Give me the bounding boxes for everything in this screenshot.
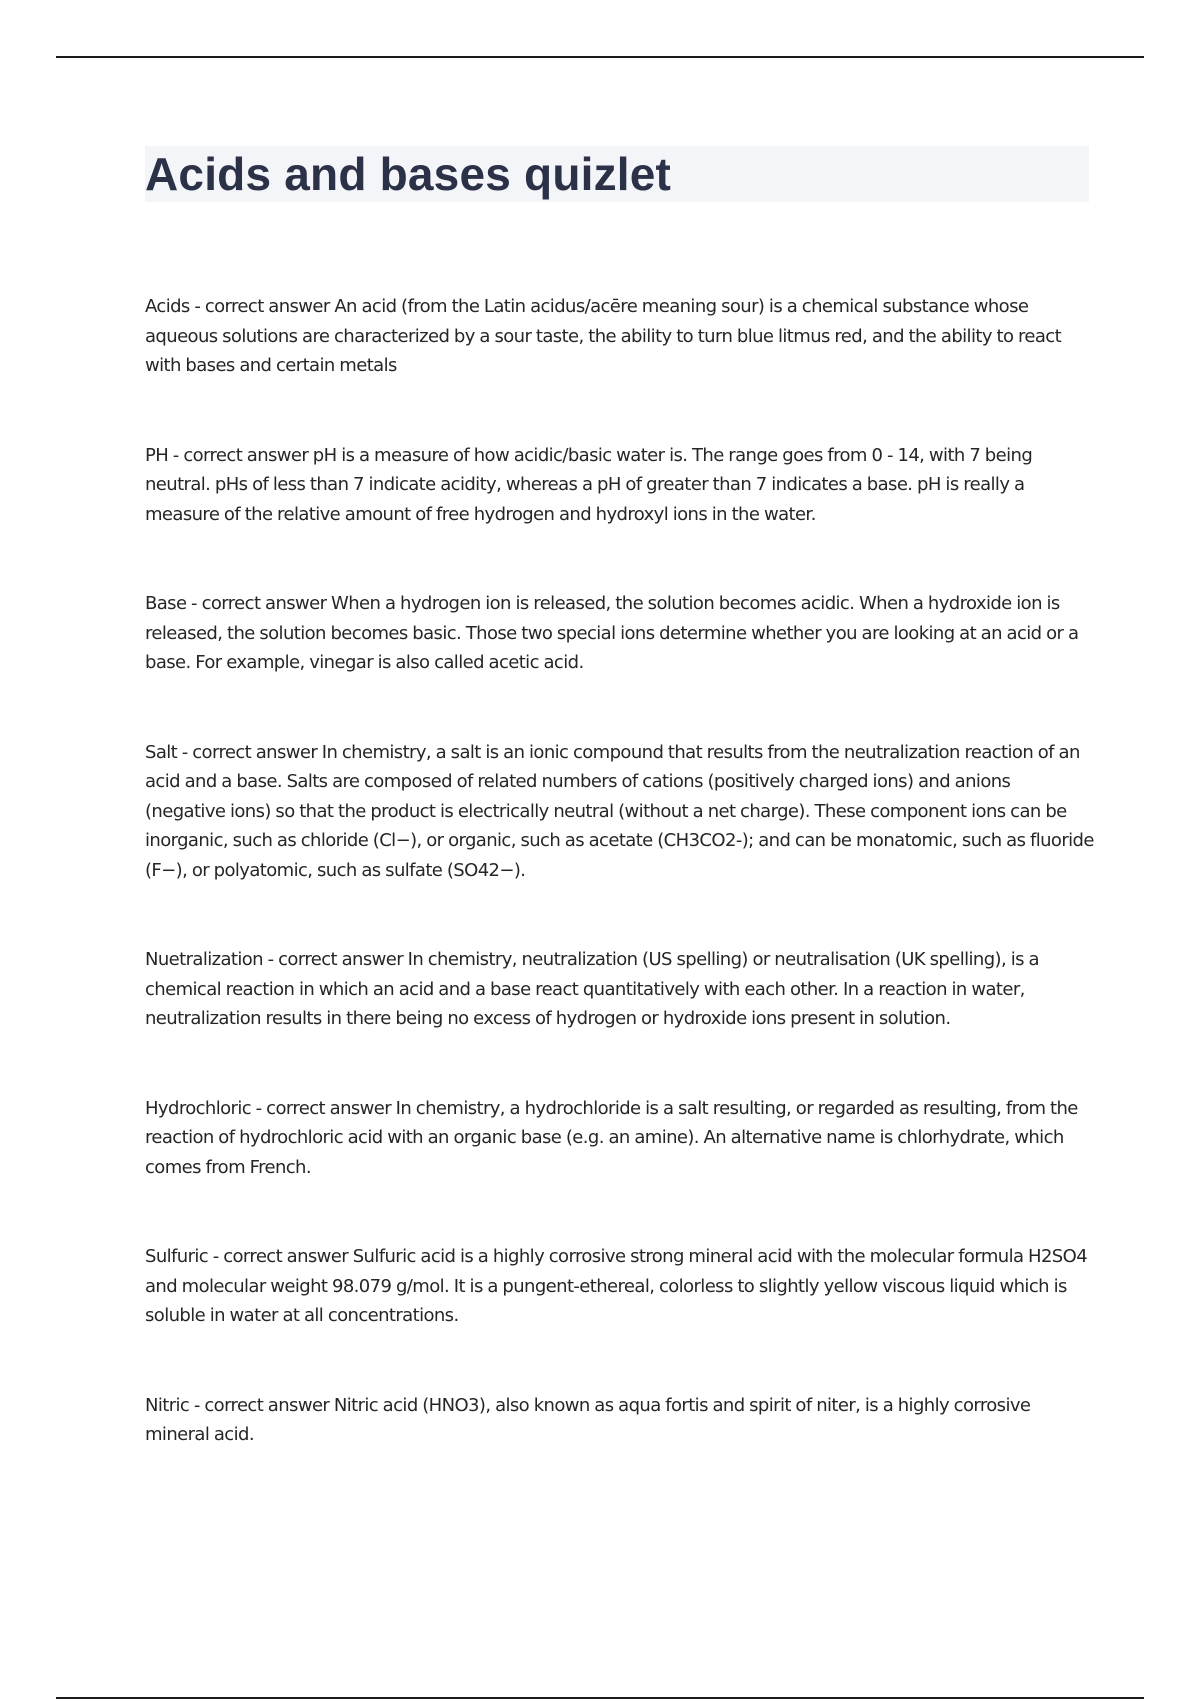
page-title: Acids and bases quizlet (145, 148, 672, 200)
bottom-divider (56, 1697, 1144, 1699)
quiz-entry-list (145, 292, 1095, 1510)
entry-base: Base - correct answer When a hydrogen ion is released, the solution becomes acidic. When a hydroxide ion is released, the solution becomes basic. Those two special ions determine whether you are looking at an acid or a base. For example, vinegar is also called acetic acid. (145, 593, 1079, 673)
entry-nitric: Nitric - correct answer Nitric acid (HNO3), also known as aqua fortis and spirit of niter, is a highly corrosive mineral acid. (145, 1394, 1031, 1445)
entry-hydrochloric: Hydrochloric - correct answer In chemistry, a hydrochloride is a salt resulting, or regarded as resulting, from the reaction of hydrochloric acid with an organic base (e.g. an amine). An alternative name is chlorhydrate, which comes from French. (145, 1097, 1078, 1178)
entry-salt: Salt - correct answer In chemistry, a salt is an ionic compound that results from the neutralization reaction of an acid and a base. Salts are composed of related numbers of cations (positively charged ions) and anions (negative ions) so that the product is electrically neutral (without a net charge). These component ions can be inorganic, such as chloride (Cl−), or organic, such as acetate (CH3CO2-); and can be monatomic, such as fluoride (F−), or polyatomic, such as sulfate (SO42−). (145, 741, 1094, 881)
entry-sulfuric: Sulfuric - correct answer Sulfuric acid is a highly corrosive strong mineral acid with the molecular formula H2SO4 and molecular weight 98.079 g/mol. It is a pungent-ethereal, colorless to slightly yellow viscous liquid which is soluble in water at all concentrations. (145, 1246, 1088, 1326)
top-divider (56, 56, 1144, 58)
entry-acids: Acids - correct answer An acid (from the Latin acidus/acēre meaning sour) is a chemical substance whose aqueous solutions are characterized by a sour taste, the ability to turn blue litmus red, and the ability to react with bases and certain metals (145, 296, 1062, 376)
entry-neutralization: Nuetralization - correct answer In chemistry, neutralization (US spelling) or neutralisation (UK spelling), is a chemical reaction in which an acid and a base react quantitatively with each other. In a reaction in water, neutralization results in there being no excess of hydrogen or hydroxide ions present in solution. (145, 949, 1039, 1029)
entry-ph: PH - correct answer pH is a measure of how acidic/basic water is. The range goes from 0 - 14, with 7 being neutral. pHs of less than 7 indicate acidity, whereas a pH of greater than 7 indicates a base. pH is really a measure of the relative amount of free hydrogen and hydroxyl ions in the water. (145, 444, 1033, 525)
